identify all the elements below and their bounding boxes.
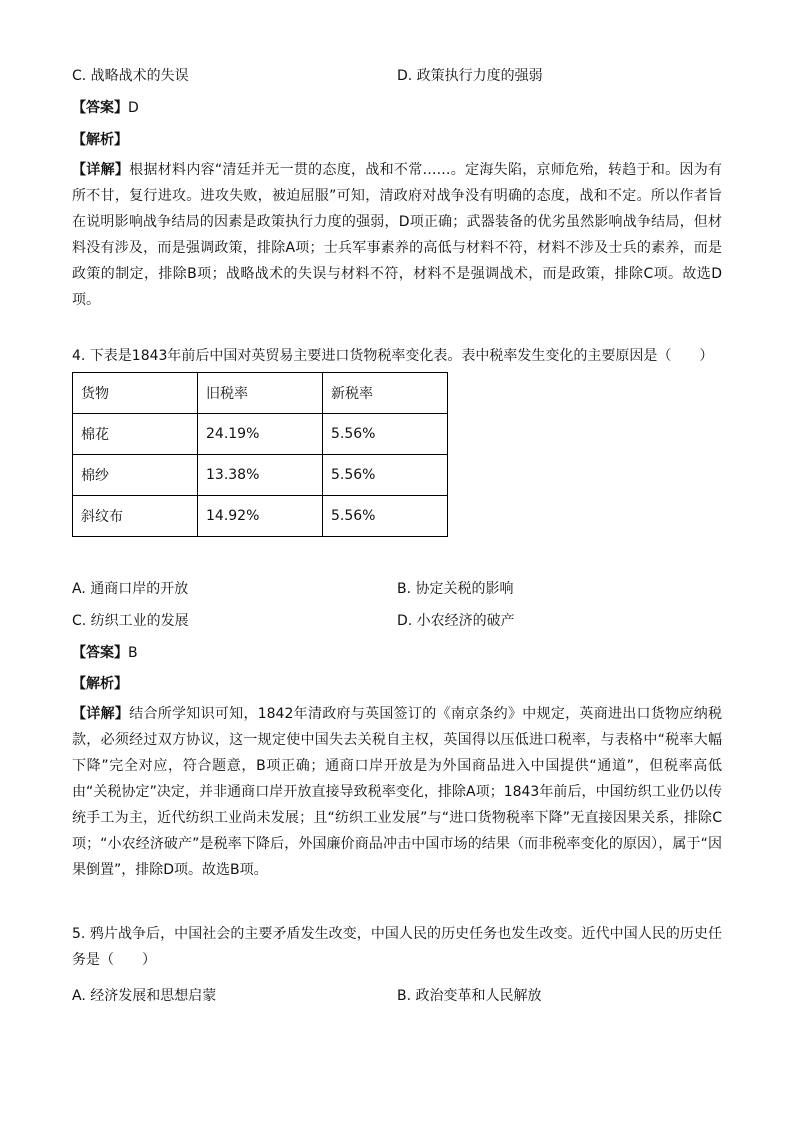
q3-detail-label: 【详解】 [72,162,130,178]
q4-option-b: B. 协定关税的影响 [397,581,514,597]
table-cell: 棉纱 [73,455,198,496]
table-row [73,455,448,496]
q3-option-c: C. 战略战术的失误 [72,68,189,84]
q4-option-a: A. 通商口岸的开放 [72,581,189,597]
q4-detail [72,701,722,883]
q4-stem: 4. 下表是1843年前后中国对英贸易主要进口货物税率变化表。表中税率发生变化的主要原因是（ ） [72,348,714,364]
q3-answer-value: D [128,100,139,116]
table-cell: 5.56% [323,455,448,496]
q4-option-c: C. 纺织工业的发展 [72,613,189,629]
q4-analysis-label: 【解析】 [72,676,128,692]
table-row [73,496,448,537]
q3-answer-label: 【答案】 [72,100,128,116]
table-cell: 14.92% [198,496,323,537]
table-cell: 斜纹布 [73,496,198,537]
q5-option-a: A. 经济发展和思想启蒙 [72,988,217,1004]
q3-answer [72,98,139,118]
table-header-cell: 货物 [73,373,198,414]
q4-answer [72,643,138,663]
table-header-cell: 旧税率 [198,373,323,414]
q3-detail-text: 根据材料内容“清廷并无一贯的态度，战和不常……。定海失陷，京师危殆，转趋于和。因为有所不甘，复行进攻。进攻失败，被迫屈服”可知，清政府对战争没有明确的态度，战和不定。所以作者旨在说明影响战争结局的因素是政策执行力度的强弱，D项正确；武器装备的优劣虽然影响战争结局，但材料没有涉及，而是强调政策，排除A项；士兵军事素养的高低与材料不符，材料不涉及士兵的素养，而是政策的制定，排除B项；战略战术的失误与材料不符，材料不是强调战术，而是政策，排除C项。故选D项。 [72,162,722,308]
table-header-cell: 新税率 [323,373,448,414]
q5-stem: 5. 鸦片战争后，中国社会的主要矛盾发生改变，中国人民的历史任务也发生改变。近代中国人民的历史任务是（ ） [72,926,722,968]
table-row [73,414,448,455]
table-cell: 棉花 [73,414,198,455]
q4-detail-text: 结合所学知识可知，1842年清政府与英国签订的《南京条约》中规定，英商进出口货物应纳税款，必须经过双方协议，这一规定使中国失去关税自主权，英国得以压低进口税率，与表格中“税率大幅下降”完全对应，符合题意，B项正确；通商口岸开放是为外国商品进入中国提供“通道”，但税率高低由“关税协定”决定，并非通商口岸开放直接导致税率变化，排除A项；1843年前后，中国纺织工业仍以传统手工为主，近代纺织工业尚未发展；且“纺织工业发展”与“进口货物税率下降”无直接因果关系，排除C项；“小农经济破产”是税率下降后，外国廉价商品冲击中国市场的结果（而非税率变化的原因），属于“因果倒置”，排除D项。故选B项。 [72,706,722,878]
table-header-row [73,373,448,414]
q4-answer-value: B [128,645,138,661]
q4-answer-label: 【答案】 [72,645,128,661]
q3-detail [72,157,722,313]
q3-analysis-label: 【解析】 [72,132,128,148]
table-cell: 13.38% [198,455,323,496]
table-cell: 24.19% [198,414,323,455]
q4-option-d: D. 小农经济的破产 [397,613,515,629]
tax-rate-table [72,372,448,537]
table-cell: 5.56% [323,496,448,537]
q4-detail-label: 【详解】 [72,706,130,722]
q3-option-d: D. 政策执行力度的强弱 [397,68,543,84]
q5-option-b: B. 政治变革和人民解放 [397,988,542,1004]
table-cell: 5.56% [323,414,448,455]
